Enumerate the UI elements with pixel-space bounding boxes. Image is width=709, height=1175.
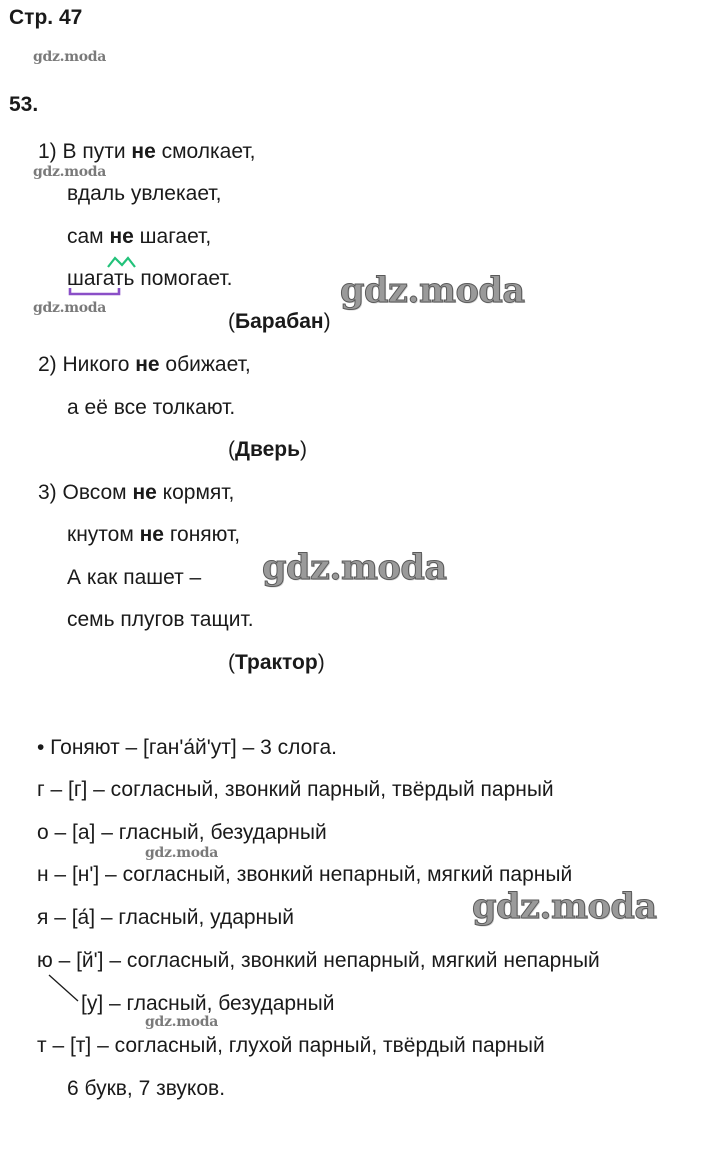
task-number: 53. xyxy=(9,93,39,116)
watermark-large: gdz.moda xyxy=(340,270,525,311)
riddle-3-answer: (Трактор) xyxy=(228,651,325,674)
watermark-large: gdz.moda xyxy=(472,886,657,927)
branch-line-mark xyxy=(44,972,84,1006)
riddle-1-line-2: вдаль увлекает, xyxy=(67,182,222,205)
analysis-sound-u: [у] – гласный, безударный xyxy=(81,992,335,1015)
watermark: gdz.moda xyxy=(33,49,107,65)
analysis-letter-g: г – [г] – согласный, звонкий парный, твёрдый парный xyxy=(37,778,554,801)
watermark: gdz.moda xyxy=(145,845,219,861)
riddle-1-line-1: 1) В пути не смолкает, xyxy=(38,140,256,163)
riddle-3-line-4: семь плугов тащит. xyxy=(67,608,254,631)
analysis-intro: • Гоняют – [ган'а́й'ут] – 3 слога. xyxy=(37,736,337,759)
riddle-2-line-2: а её все толкают. xyxy=(67,396,236,419)
watermark: gdz.moda xyxy=(33,164,107,180)
riddle-3-line-1: 3) Овсом не кормят, xyxy=(38,481,235,504)
watermark: gdz.moda xyxy=(33,300,107,316)
watermark-large: gdz.moda xyxy=(262,547,447,588)
page-label: Стр. 47 xyxy=(9,6,83,29)
riddle-2-line-1: 2) Никого не обижает, xyxy=(38,353,251,376)
analysis-letter-t: т – [т] – согласный, глухой парный, твёрдый парный xyxy=(37,1034,545,1057)
riddle-1-answer: (Барабан) xyxy=(228,310,331,333)
riddle-3-line-3: А как пашет – xyxy=(67,566,202,589)
riddle-1-line-3: сам не шагает, xyxy=(67,225,212,248)
analysis-summary: 6 букв, 7 звуков. xyxy=(67,1077,226,1100)
analysis-letter-o: о – [а] – гласный, безударный xyxy=(37,821,327,844)
analysis-letter-yu: ю – [й'] – согласный, звонкий непарный, мягкий непарный xyxy=(37,949,600,972)
riddle-2-answer: (Дверь) xyxy=(228,438,308,461)
analysis-letter-n: н – [н'] – согласный, звонкий непарный, мягкий парный xyxy=(37,863,573,886)
riddle-3-line-2: кнутом не гоняют, xyxy=(67,523,241,546)
riddle-1-line-4: шагать помогает. xyxy=(67,267,233,290)
analysis-letter-ya: я – [а́] – гласный, ударный xyxy=(37,906,294,929)
watermark: gdz.moda xyxy=(145,1014,219,1030)
